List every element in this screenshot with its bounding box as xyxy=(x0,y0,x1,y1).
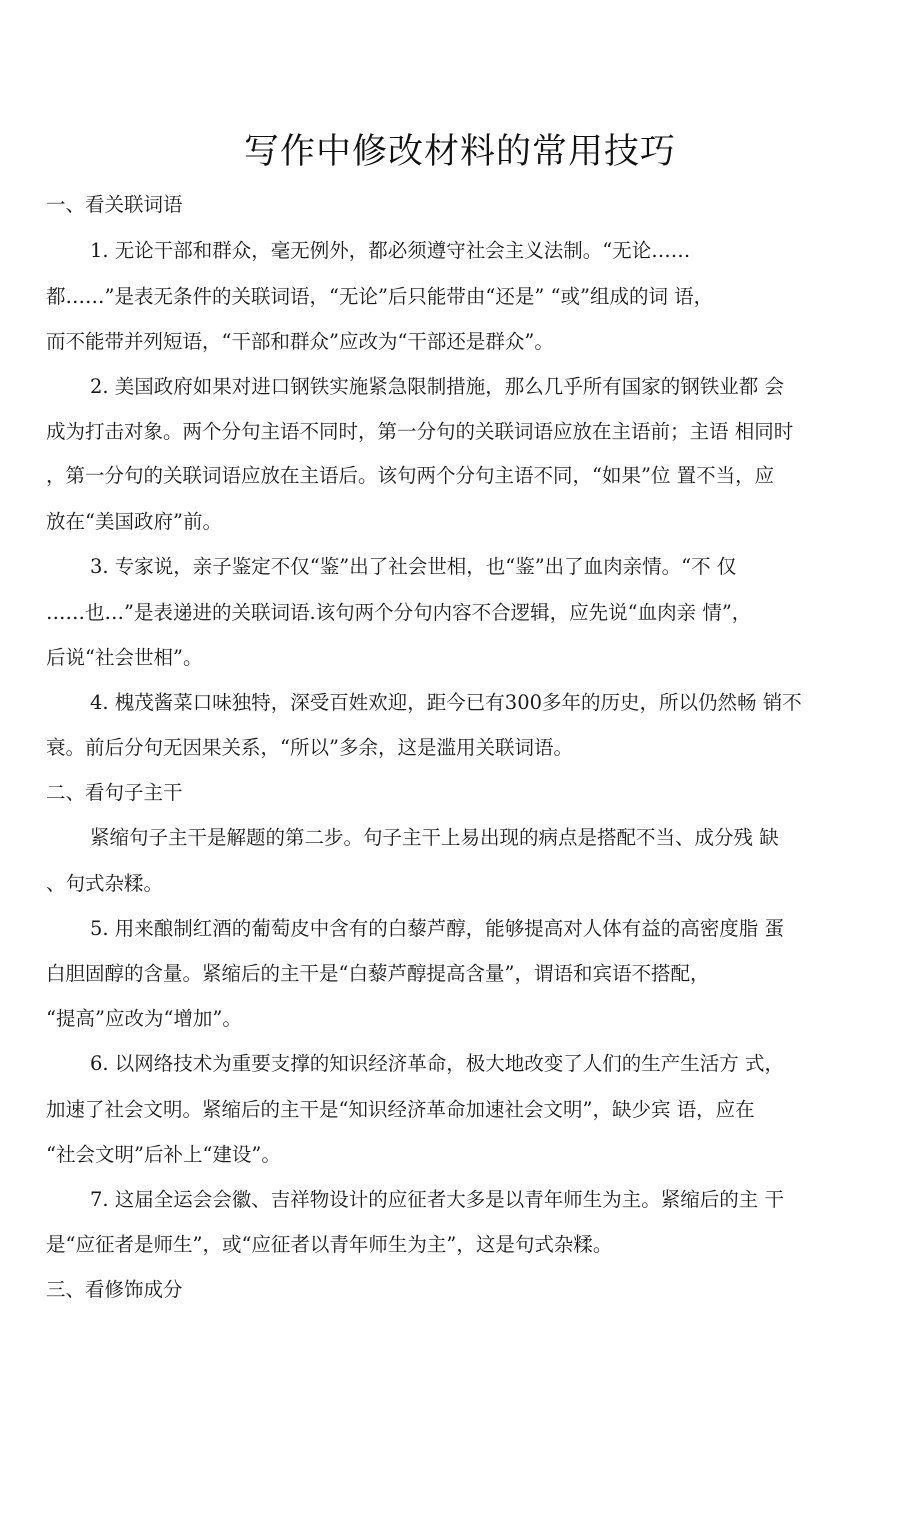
paragraph-line: “提高”应改为“增加”。 xyxy=(46,1007,242,1030)
paragraph-line: ……也…”是表递进的关联词语.该句两个分句内容不合逻辑，应先说“血肉亲 情”， xyxy=(46,601,752,624)
paragraph-line: 而不能带并列短语，“干部和群众”应改为“干部还是群众”。 xyxy=(46,330,554,353)
document-title: 写作中修改材料的常用技巧 xyxy=(243,132,676,172)
paragraph-line: “社会文明”后补上“建设”。 xyxy=(46,1143,281,1166)
paragraph-line: 3. 专家说，亲子鉴定不仅“鉴”出了社会世相，也“鉴”出了血肉亲情。“不 仅 xyxy=(90,555,737,578)
paragraph-line: 后说“社会世相”。 xyxy=(46,646,203,669)
paragraph-line: ，第一分句的关联词语应放在主语后。该句两个分句主语不同，“如果”位 置不当，应 xyxy=(46,464,775,487)
paragraph-line: 1. 无论干部和群众，毫无例外，都必须遵守社会主义法制。“无论…… xyxy=(90,239,691,262)
paragraph-line: 、句式杂糅。 xyxy=(46,872,164,895)
paragraph-line: 5. 用来酿制红酒的葡萄皮中含有的白藜芦醇，能够提高对人体有益的高密度脂 蛋 xyxy=(90,917,785,940)
paragraph-line: 4. 槐茂酱菜口味独特，深受百姓欢迎，距今已有300多年的历史，所以仍然畅 销不 xyxy=(90,691,802,714)
paragraph-line: 是“应征者是师生”，或“应征者以青年师生为主”，这是句式杂糅。 xyxy=(46,1233,613,1256)
section-heading-3: 三、看修饰成分 xyxy=(46,1278,183,1301)
paragraph-line: 放在“美国政府”前。 xyxy=(46,510,222,533)
paragraph-line: 衰。前后分句无因果关系，“所以”多余，这是滥用关联词语。 xyxy=(46,736,573,759)
paragraph-line: 加速了社会文明。紧缩后的主干是“知识经济革命加速社会文明”，缺少宾 语，应在 xyxy=(46,1098,755,1121)
section-heading-2: 二、看句子主干 xyxy=(46,781,183,804)
paragraph-line: 白胆固醇的含量。紧缩后的主干是“白藜芦醇提高含量”，谓语和宾语不搭配， xyxy=(46,962,710,985)
paragraph-line: 2. 美国政府如果对进口钢铁实施紧急限制措施，那么几乎所有国家的钢铁业都 会 xyxy=(90,375,785,398)
paragraph-line: 6. 以网络技术为重要支撑的知识经济革命，极大地改变了人们的生产生活方 式， xyxy=(90,1052,785,1075)
paragraph-line: 都……”是表无条件的关联词语，“无论”后只能带由“还是” “或”组成的词 语， xyxy=(46,285,714,308)
paragraph-line: 7. 这届全运会会徽、吉祥物设计的应征者大多是以青年师生为主。紧缩后的主 干 xyxy=(90,1188,785,1211)
paragraph-line: 紧缩句子主干是解题的第二步。句子主干上易出现的病点是搭配不当、成分残 缺 xyxy=(90,826,779,849)
paragraph-line: 成为打击对象。两个分句主语不同时，第一分句的关联词语应放在主语前；主语 相同时 xyxy=(46,420,794,443)
section-heading-1: 一、看关联词语 xyxy=(46,193,183,216)
